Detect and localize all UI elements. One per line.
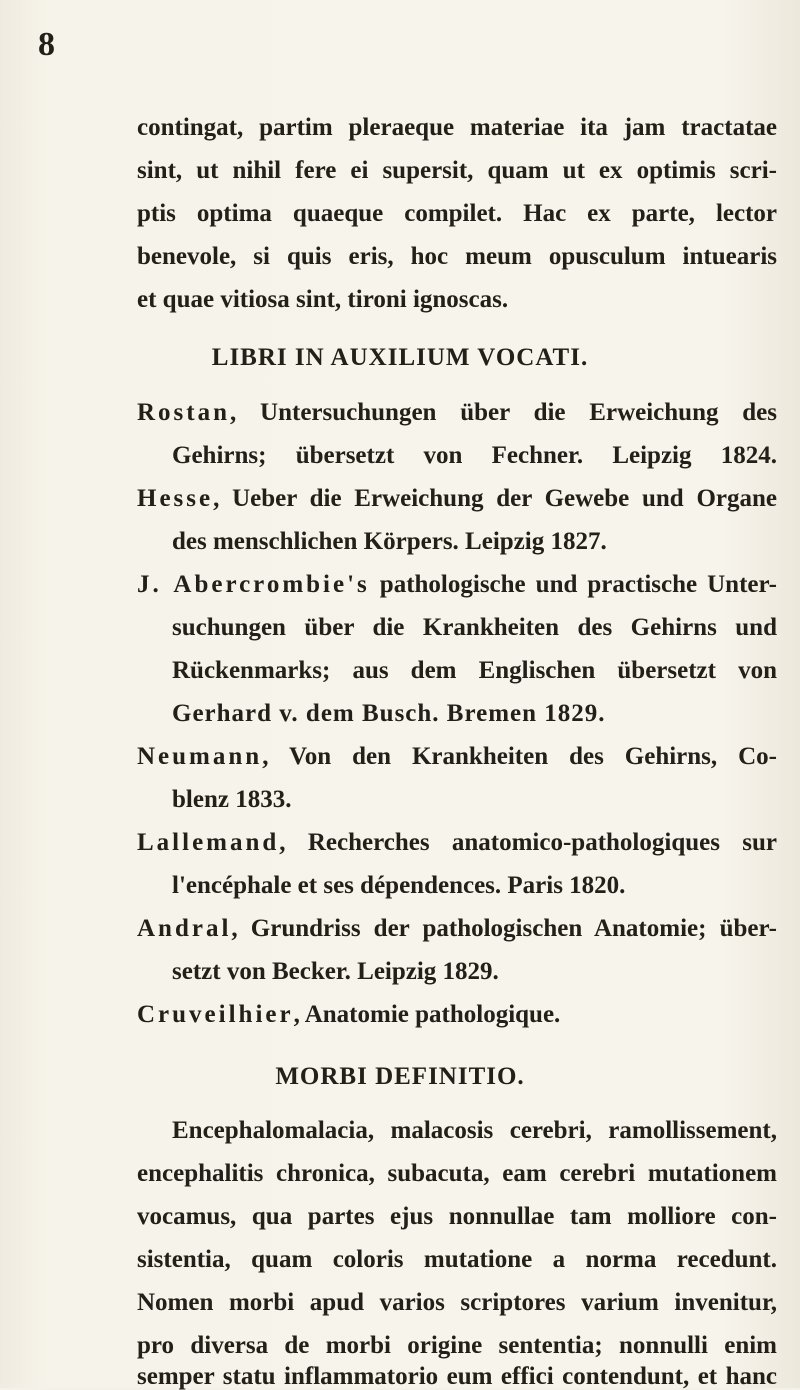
definition-line: Encephalomalacia, malacosis cerebri, ramollissement,	[172, 1117, 777, 1144]
reference-line: Neumann, Von den Krankheiten des Gehirns, Co-	[137, 743, 777, 770]
intro-line: et quae vitiosa sint, tironi ignoscas.	[137, 286, 509, 313]
heading-morbi: MORBI DEFINITIO.	[275, 1063, 525, 1090]
reference-line: Rostan, Untersuchungen über die Erweichung des	[137, 399, 777, 426]
definition-line: vocamus, qua partes ejus nonnullae tam molliore con-	[137, 1203, 777, 1230]
intro-line: contingat, partim pleraeque materiae ita jam tractatae	[137, 114, 777, 141]
reference-line: Rückenmarks; aus dem Englischen übersetzt von	[172, 657, 777, 684]
reference-author: J. Abercrombie's	[137, 571, 370, 598]
reference-line: Hesse, Ueber die Erweichung der Gewebe und Organe	[137, 485, 777, 512]
intro-line: benevole, si quis eris, hoc meum opusculum intuearis	[137, 243, 777, 270]
reference-line: Cruveilhier, Anatomie pathologique.	[137, 1001, 561, 1028]
reference-author: Andral	[137, 915, 232, 942]
definition-line: Nomen morbi apud varios scriptores varium invenitur,	[137, 1289, 777, 1316]
reference-line: setzt von Becker. Leipzig 1829.	[172, 958, 499, 985]
reference-line: Gehirns; übersetzt von Fechner. Leipzig 1824.	[172, 442, 777, 469]
definition-line: sistentia, quam coloris mutatione a norma recedunt.	[137, 1246, 777, 1273]
reference-author: Cruveilhier	[137, 1001, 294, 1028]
reference-line: blenz 1833.	[172, 786, 292, 813]
intro-line: sint, ut nihil fere ei supersit, quam ut ex optimis scri-	[137, 157, 777, 184]
definition-line: semper statu inflammatorio eum effici contendunt, et hanc	[137, 1363, 777, 1390]
heading-libri: LIBRI IN AUXILIUM VOCATI.	[211, 344, 589, 371]
reference-line: J. Abercrombie's pathologische und practische Unter-	[137, 571, 777, 598]
reference-line: suchungen über die Krankheiten des Gehirns und	[172, 614, 777, 641]
reference-line: Lallemand, Recherches anatomico-pathologiques sur	[137, 829, 777, 856]
page-number: 8	[38, 26, 56, 63]
reference-line: Andral, Grundriss der pathologischen Anatomie; über-	[137, 915, 777, 942]
reference-author: Neumann	[137, 743, 263, 770]
reference-line: Gerhard v. dem Busch. Bremen 1829.	[172, 700, 606, 727]
intro-line: ptis optima quaeque compilet. Hac ex parte, lector	[137, 200, 777, 227]
reference-author: Lallemand	[137, 829, 280, 856]
definition-line: pro diversa de morbi origine sententia; nonnulli enim	[137, 1332, 777, 1359]
definition-line: encephalitis chronica, subacuta, eam cerebri mutationem	[137, 1160, 777, 1187]
reference-line: des menschlichen Körpers. Leipzig 1827.	[172, 528, 607, 555]
reference-author: Rostan	[137, 399, 231, 426]
reference-author: Hesse	[137, 485, 214, 512]
reference-line: l'encéphale et ses dépendences. Paris 1820.	[172, 872, 626, 899]
